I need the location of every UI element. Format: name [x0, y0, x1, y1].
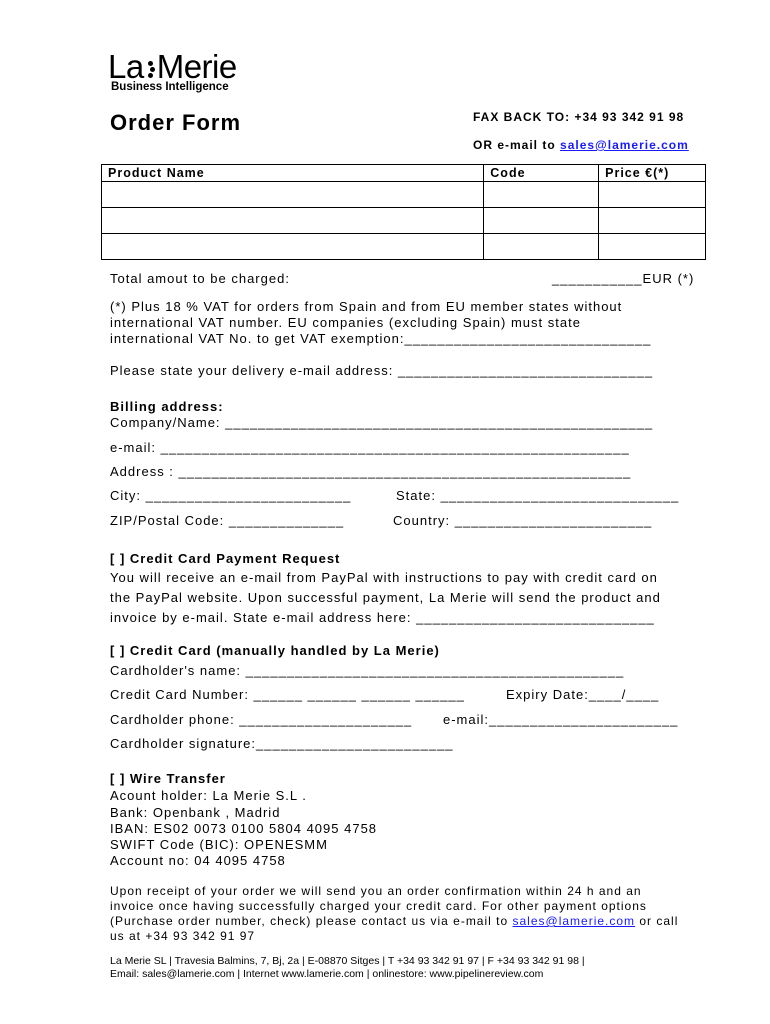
table-header-row [102, 165, 706, 182]
closing-line3 [110, 914, 678, 928]
table-cell[interactable] [102, 182, 484, 208]
table-row [102, 182, 706, 208]
col-product-name: Product Name [102, 165, 484, 182]
vat-note-line3[interactable]: international VAT No. to get VAT exemption:______________________________ [110, 331, 652, 346]
address-field[interactable]: Address : _______________________________________________________ [110, 464, 632, 479]
state-field[interactable]: State: _____________________________ [396, 488, 680, 503]
table-cell[interactable] [599, 234, 706, 260]
cc-request-email-field[interactable]: invoice by e-mail. State e-mail address here: _____________________________ [110, 610, 655, 625]
cardholder-email-field[interactable]: e-mail:_______________________ [443, 712, 679, 727]
logo-name-part1: La [108, 48, 144, 85]
company-field[interactable]: Company/Name: ____________________________________________________ [110, 415, 654, 430]
table-cell[interactable] [102, 208, 484, 234]
closing-line2: invoice once having successfully charged your credit card. For other payment options [110, 899, 647, 913]
col-price: Price €(*) [599, 165, 706, 182]
sales-email-link[interactable]: sales@lamerie.com [560, 138, 689, 152]
product-table [101, 164, 706, 260]
wire-heading[interactable]: [ ] Wire Transfer [110, 771, 226, 786]
wire-account-number: Account no: 04 4095 4758 [110, 853, 286, 868]
table-cell[interactable] [599, 182, 706, 208]
cc-request-heading[interactable]: [ ] Credit Card Payment Request [110, 551, 341, 566]
table-cell[interactable] [484, 208, 599, 234]
total-label: Total amout to be charged: [110, 271, 290, 286]
country-field[interactable]: Country: ________________________ [393, 513, 653, 528]
wire-bank: Bank: Openbank , Madrid [110, 805, 281, 820]
wire-swift: SWIFT Code (BIC): OPENESMM [110, 837, 328, 852]
closing-line3-prefix: (Purchase order number, check) please contact us via e-mail to [110, 914, 513, 928]
wire-account-holder: Acount holder: La Merie S.L . [110, 788, 307, 803]
cc-manual-heading[interactable]: [ ] Credit Card (manually handled by La Merie) [110, 643, 440, 658]
cardholder-phone-field[interactable]: Cardholder phone: _____________________ [110, 712, 413, 727]
expiry-date-field[interactable]: Expiry Date:____/____ [506, 687, 660, 702]
col-code: Code [484, 165, 599, 182]
billing-email-field[interactable]: e-mail: _________________________________________________________ [110, 440, 630, 455]
table-cell[interactable] [484, 182, 599, 208]
card-number-field[interactable]: Credit Card Number: ______ ______ ______ ______ [110, 687, 465, 702]
logo-dots-icon [146, 59, 156, 79]
cc-request-line2: the PayPal website. Upon successful payment, La Merie will send the product and [110, 590, 661, 605]
billing-heading: Billing address: [110, 399, 224, 414]
table-row [102, 208, 706, 234]
table-cell[interactable] [102, 234, 484, 260]
fax-number: FAX BACK TO: +34 93 342 91 98 [473, 110, 685, 124]
closing-line3-suffix: or call [635, 914, 679, 928]
delivery-email-field[interactable]: Please state your delivery e-mail address: _______________________________ [110, 363, 654, 378]
cardholder-name-field[interactable]: Cardholder's name: ______________________________________________ [110, 663, 625, 678]
city-field[interactable]: City: _________________________ [110, 488, 352, 503]
email-line [473, 138, 689, 152]
footer-line1: La Merie SL | Travesia Balmins, 7, Bj, 2a | E-08870 Sitges | T +34 93 342 91 97 | F +34 93 342 91 98 | [110, 955, 585, 967]
footer-line2: Email: sales@lamerie.com | Internet www.lamerie.com | onlinestore: www.pipelinereview.com [110, 968, 544, 980]
wire-iban: IBAN: ES02 0073 0100 5804 4095 4758 [110, 821, 378, 836]
table-cell[interactable] [484, 234, 599, 260]
cc-request-line1: You will receive an e-mail from PayPal with instructions to pay with credit card on [110, 570, 658, 585]
vat-note-line1: (*) Plus 18 % VAT for orders from Spain and from EU member states without [110, 299, 623, 314]
closing-line4: us at +34 93 342 91 97 [110, 929, 256, 943]
closing-email-link[interactable]: sales@lamerie.com [512, 914, 636, 928]
vat-note-line2: international VAT number. EU companies (excluding Spain) must state [110, 315, 581, 330]
table-row [102, 234, 706, 260]
table-cell[interactable] [599, 208, 706, 234]
logo-name-part2: Merie [156, 48, 237, 85]
page-title: Order Form [110, 110, 242, 135]
logo-subtitle: Business Intelligence [111, 81, 229, 93]
email-prefix: OR e-mail to [473, 138, 561, 152]
total-field[interactable]: ___________EUR (*) [552, 271, 695, 286]
cardholder-signature-field[interactable]: Cardholder signature:________________________ [110, 736, 454, 751]
zip-field[interactable]: ZIP/Postal Code: ______________ [110, 513, 345, 528]
closing-line1: Upon receipt of your order we will send you an order confirmation within 24 h and an [110, 884, 642, 898]
